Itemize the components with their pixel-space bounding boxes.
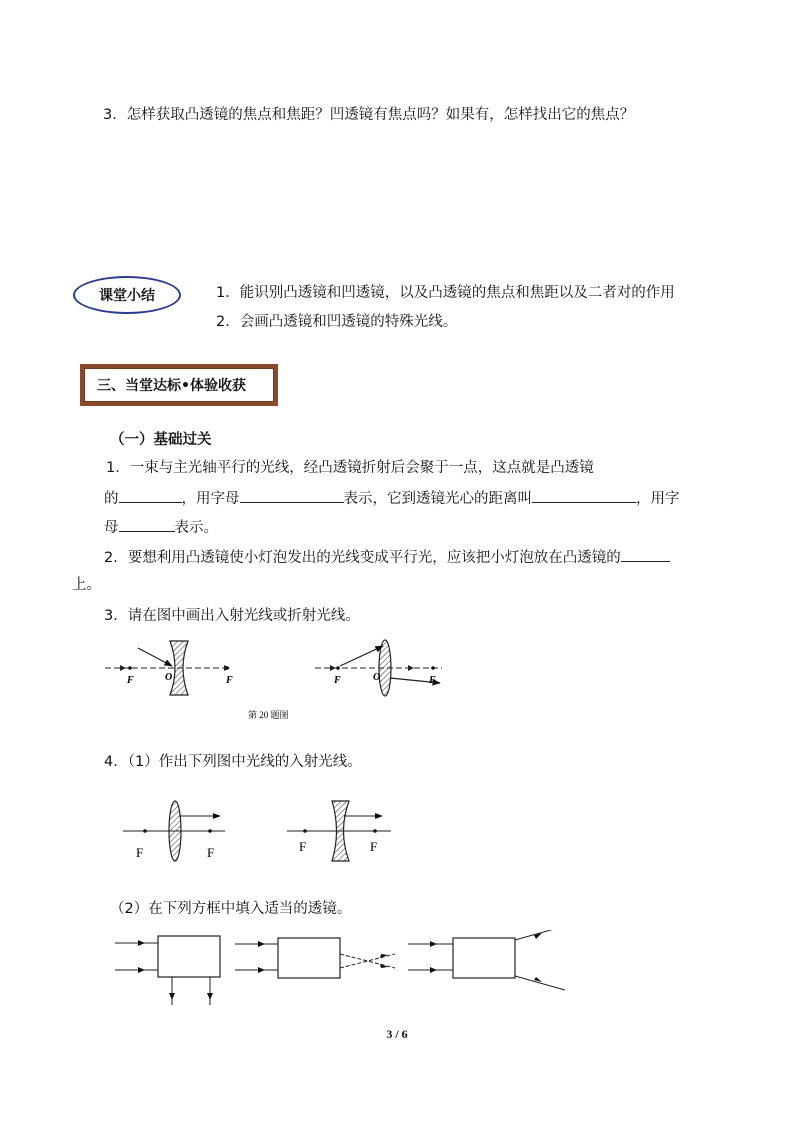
summary-item-1: 1．能识别凸透镜和凹透镜，以及凸透镜的焦点和焦距以及二者对的作用 — [216, 285, 675, 301]
figure-caption: 第 20 题图 — [248, 710, 289, 720]
blank-focus-letter[interactable] — [240, 487, 344, 503]
ex1-text-b: ，用字母 — [181, 491, 240, 507]
label-f: F — [127, 675, 134, 686]
emergent-ray — [515, 976, 565, 990]
label-o: O — [165, 672, 173, 683]
figure-exercise-3 — [100, 628, 460, 728]
label-f: F — [207, 845, 215, 860]
arrow-head — [258, 941, 265, 947]
lens-box[interactable] — [158, 936, 220, 977]
focal-point — [373, 829, 377, 833]
arrow-head — [430, 941, 437, 947]
label-f: F — [136, 845, 144, 860]
exercise-4-part-2: （2）在下列方框中填入适当的透镜。 — [110, 901, 352, 917]
summary-badge-label: 课堂小结 — [99, 288, 155, 304]
ex1-text-c: 表示，它到透镜光心的距离叫 — [343, 491, 532, 507]
focal-point — [143, 829, 147, 833]
label-f: F — [299, 839, 307, 854]
ex1-text-a: 的 — [104, 491, 119, 507]
convex-lens — [379, 640, 391, 696]
page-number: 3 / 6 — [386, 1027, 408, 1041]
incident-ray — [340, 646, 383, 666]
convex-lens — [169, 801, 181, 861]
focal-point — [225, 666, 229, 670]
arrow-head — [258, 967, 265, 973]
question-3: 3．怎样获取凸透镜的焦点和焦距？凹透镜有焦点吗？如果有，怎样找出它的焦点？ — [103, 107, 635, 123]
arrow-head — [138, 967, 145, 973]
incident-ray — [138, 648, 172, 666]
exercise-1-line-1: 1．一束与主光轴平行的光线，经凸透镜折射后会聚于一点，这点就是凸透镜 — [106, 460, 594, 476]
focal-point — [128, 666, 132, 670]
focal-point — [208, 829, 212, 833]
exercise-2-line-2: 上。 — [72, 577, 101, 593]
arrow-head — [330, 665, 336, 671]
label-f: F — [370, 839, 378, 854]
focal-point — [431, 666, 435, 670]
figure-exercise-4-2 — [110, 930, 570, 1010]
blank-focal-length[interactable] — [532, 487, 636, 503]
arrow-head — [375, 813, 383, 819]
exercise-1-line-3 — [104, 516, 218, 538]
label-o: O — [373, 672, 381, 683]
section-title: 三、当堂达标•体验收获 — [84, 368, 274, 402]
focal-point — [336, 666, 340, 670]
figure-exercise-4-1 — [115, 795, 415, 865]
arrow-head — [430, 967, 437, 973]
exercise-2-line-1 — [104, 546, 670, 568]
arrow-head — [408, 665, 414, 671]
ex1-text-f: 表示。 — [174, 520, 218, 536]
arrow-head — [138, 940, 145, 946]
focal-point — [303, 829, 307, 833]
blank-focal-letter[interactable] — [119, 516, 175, 532]
arrow-head — [213, 813, 221, 819]
exercise-3: 3．请在图中画出入射光线或折射光线。 — [104, 608, 360, 624]
summary-badge — [73, 276, 181, 314]
ex1-text-e: 母 — [104, 520, 119, 536]
exercise-1-line-2 — [104, 487, 680, 509]
blank-focus-name[interactable] — [119, 487, 182, 503]
label-f: F — [334, 675, 341, 686]
arrow-head — [120, 665, 126, 671]
ex2-text: 2．要想利用凸透镜使小灯泡发出的光线变成平行光，应该把小灯泡放在凸透镜的 — [104, 550, 621, 566]
lens-box[interactable] — [453, 938, 515, 978]
subsection-title: （一）基础过关 — [110, 432, 212, 448]
exercise-4-part-1: 4．（1）作出下列图中光线的入射光线。 — [104, 754, 362, 770]
lens-box[interactable] — [278, 938, 340, 978]
summary-item-2: 2．会画凸透镜和凹透镜的特殊光线。 — [216, 314, 458, 330]
label-f: F — [429, 675, 436, 686]
ex1-text-d: ，用字 — [636, 491, 680, 507]
blank-bulb-position[interactable] — [621, 546, 670, 562]
label-f: F — [226, 675, 233, 686]
section-banner — [80, 364, 278, 406]
arrow-head — [169, 993, 175, 1000]
arrow-head — [207, 993, 213, 1000]
